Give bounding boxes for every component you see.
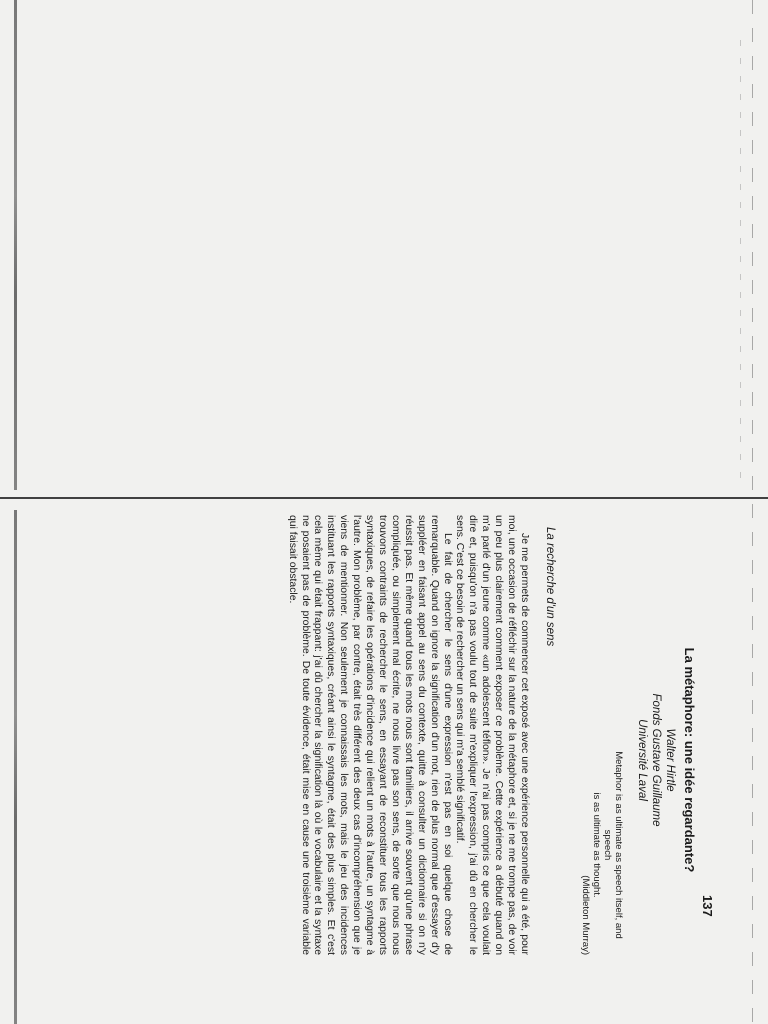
right-page-edge (752, 0, 753, 1024)
epigraph-attribution: (Middleton Murray) (580, 875, 591, 955)
left-page-edge (14, 0, 17, 490)
paragraph: Le fait de chercher le sens d'une expression n'est pas en soi quelque chose de remarquable. Quand on ignore la signification d'un mot, rien de plus normal que d'essayer d'y suppléer en faisant appel au sens du contexte, quitte à consulter un dictionnaire si on n'y réussit pas. Et même quand tous les mots nous sont familiers, il arrive souvent qu'une phrase compliquée, ou simplement mal écrite, ne nous livre pas son sens, de sorte que nous nous trouvons contraints de rechercher le sens, en essayant de reconstituer tous les rapports syntaxiques, de refaire les opérations d'incidence qui relient un mots à l'autre, un syntagme à l'autre. Mon problème, par contre, était très différent des deux cas d'incompréhension que je viens de mentionner. Non seulement je connaissais les mots, mais le jeu des incidences instituant les rapports syntaxiques, créant ainsi le syntagme, était des plus simples. Et c'est cela même qui était frappant: j'ai dû chercher la signification là où le vocabulaire et la syntaxe ne posaient pas de problème. De toute évidence, était mise en cause une troisième variable qui faisait obstacle. (286, 515, 453, 955)
epigraph (591, 745, 624, 945)
author-name: Walter Hirtle (664, 728, 676, 792)
book-gutter (0, 497, 768, 499)
article-title: La métaphore: une idée regardante? (682, 647, 697, 873)
rotated-page (120, 515, 715, 955)
page-number: 137 (700, 895, 715, 917)
epigraph-line-1: Metaphor is as ultimate as speech itself, and speech (602, 751, 624, 939)
author-affiliation-2: Université Laval (636, 719, 648, 801)
left-page-edge-lower (14, 510, 17, 1024)
paragraph: Je me permets de commencer cet exposé avec une expérience personnelle qui a été, pour moi, une occasion de réfléchir sur la nature de la métaphore et, si je ne me trompe pas, de voir un peu plus clairement comment exposer ce problème. Cette expérience a débuté quand on m'a parlé d'un jeune comme «un adolescent téflon». Je n'ai pas compris ce que cela voulait dire et, puisqu'on n'a pas voulu tout de suite m'expliquer l'expression, j'ai dû en chercher le sens. C'est ce besoin de rechercher un sens qui m'a semblé significatif. (454, 515, 530, 955)
section-heading: La recherche d'un sens (544, 527, 556, 647)
epigraph-line-2: is as ultimate as thought. (591, 792, 602, 898)
body-text (285, 515, 530, 955)
bleed-through-marks (740, 40, 741, 490)
author-affiliation-1: Fonds Gustave Guillaume (650, 693, 662, 827)
